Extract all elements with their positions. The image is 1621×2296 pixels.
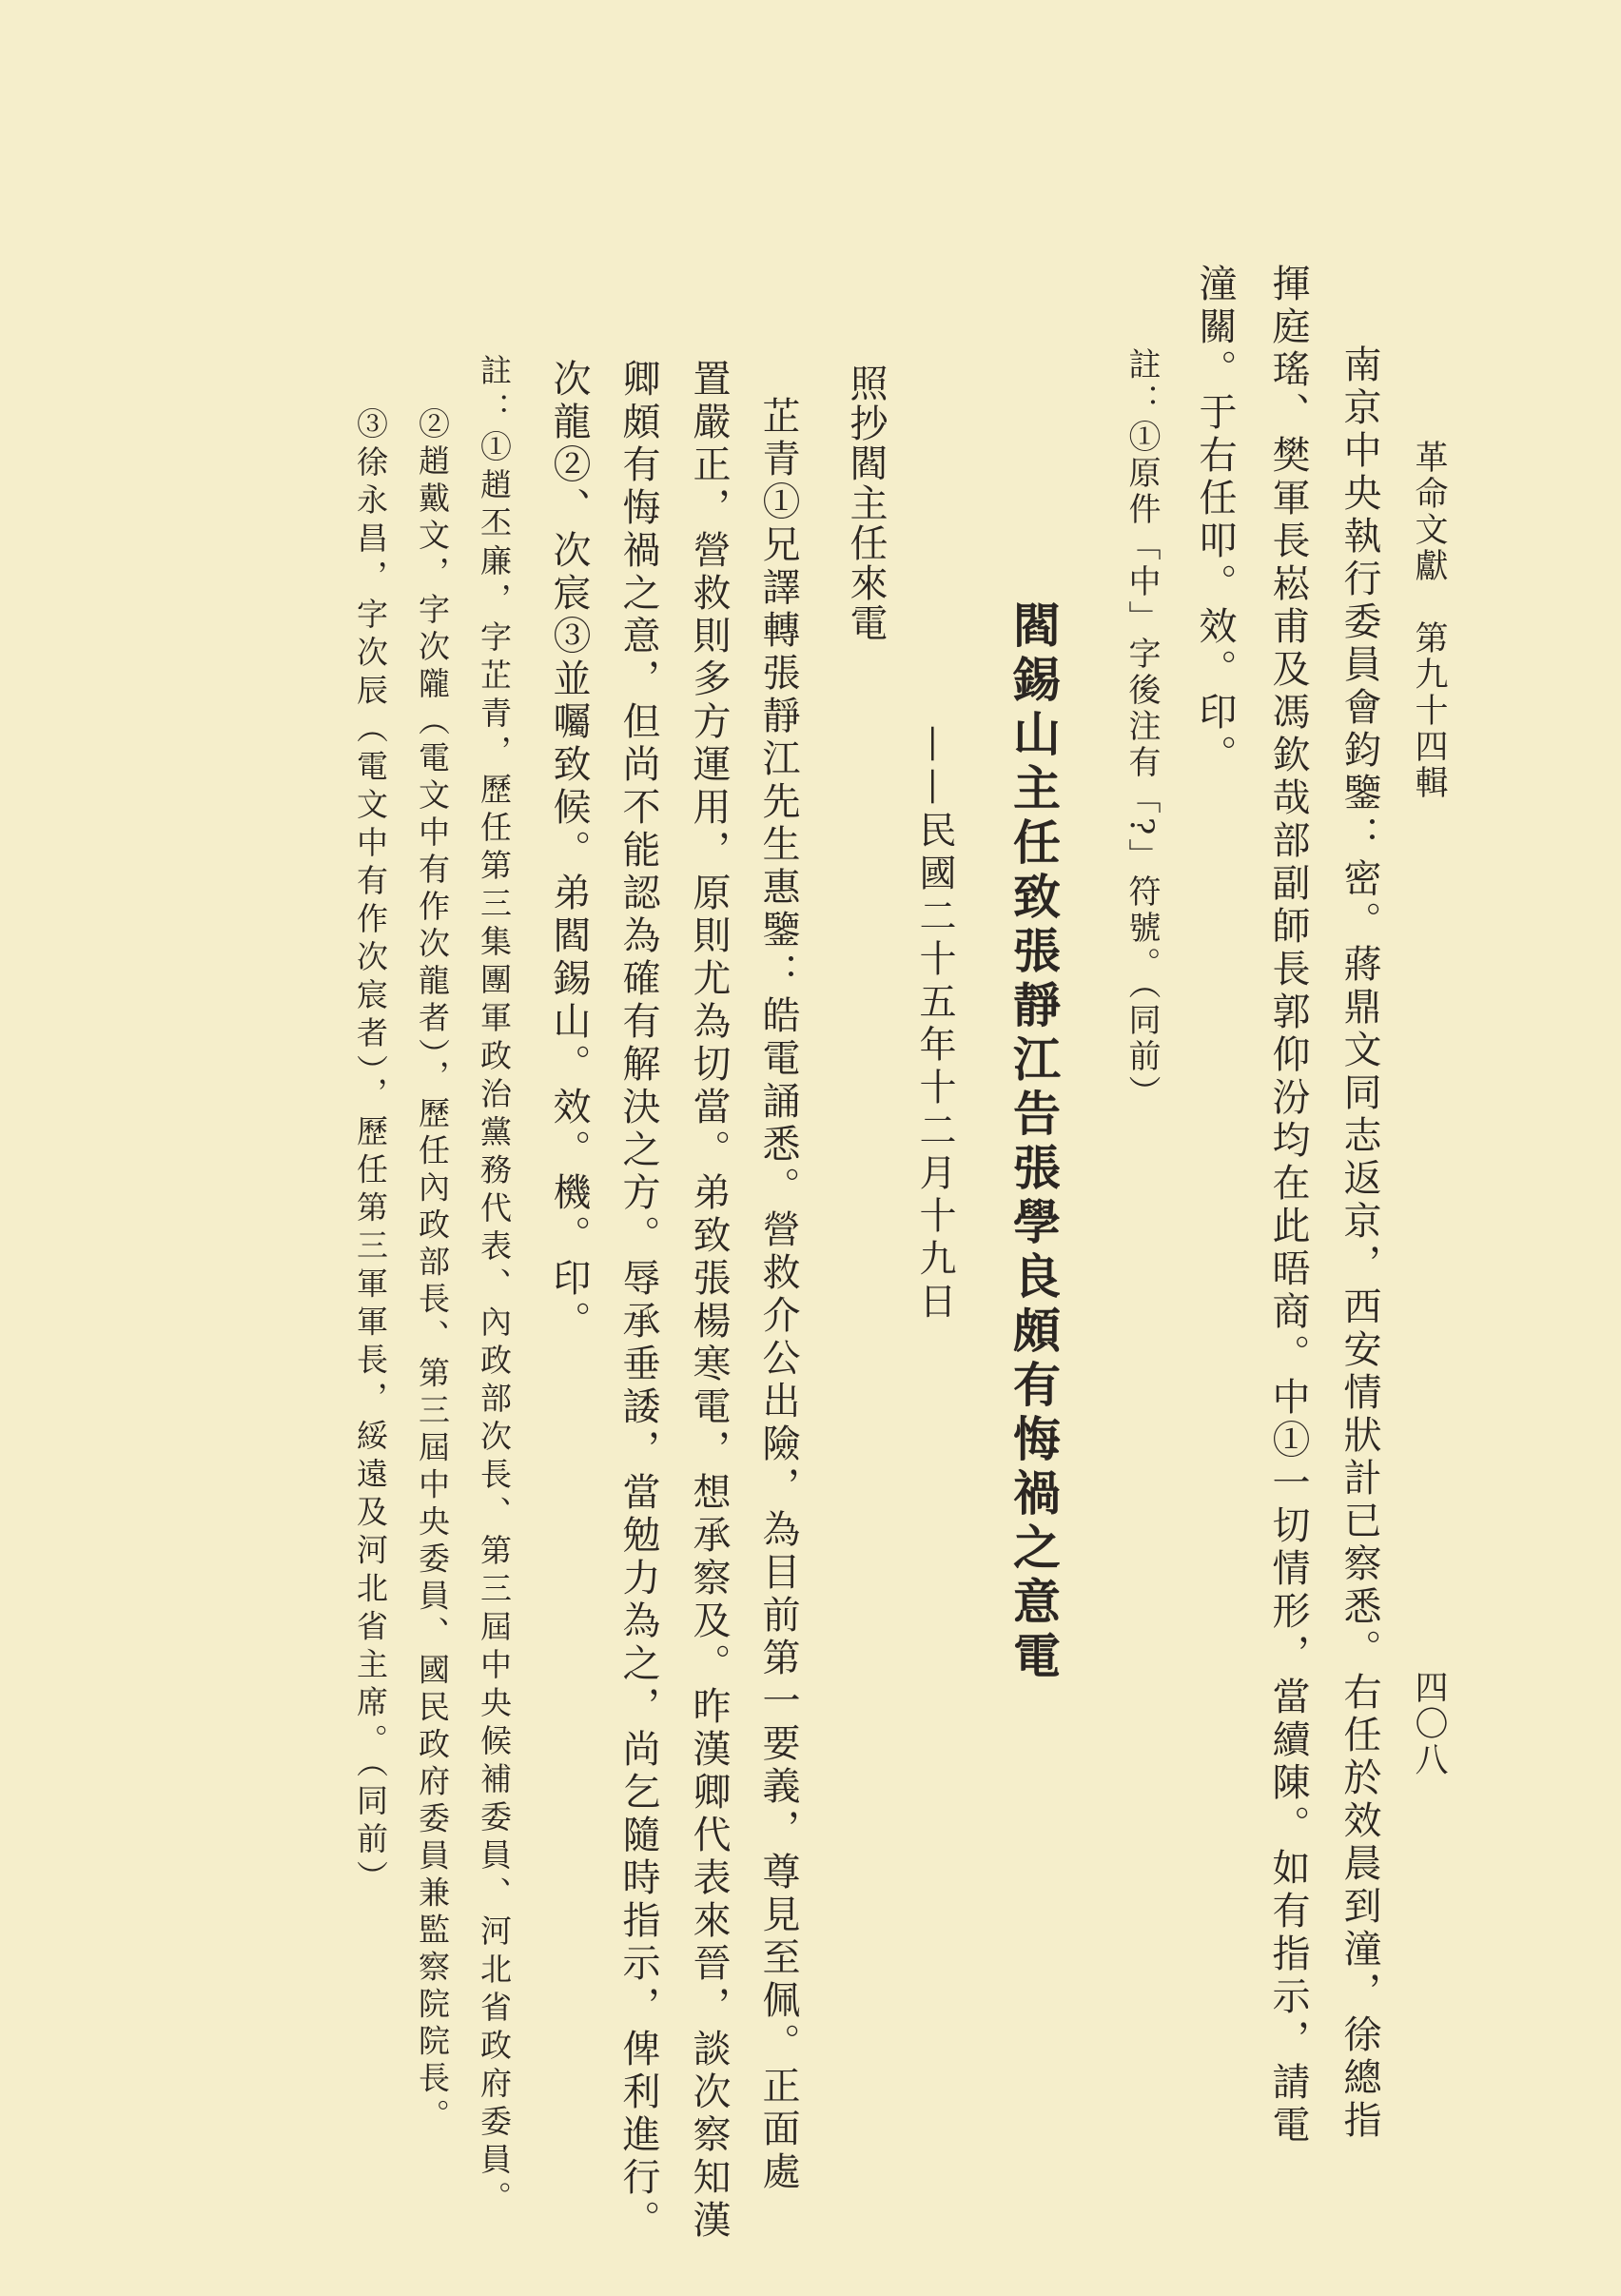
body-line-3: 卿頗有悔禍之意，但尚不能認為確有解決之方。辱承垂諉，當勉力為之，尚乞隨時指示，俾利進行。 [616,359,660,2243]
body-line-1: 芷青①兄譯轉張靜江先生惠鑒：皓電誦悉。營救介公出險，為目前第一要義，尊見至佩。正面處 [756,396,800,2194]
footnote: 註：①原件「中」字後注有「?」符號。（同前） [1123,347,1161,1112]
running-header: 革命文獻 第九十四輯 [1410,440,1448,801]
telegram-line-1: 南京中央執行委員會鈞鑒：密。蔣鼎文同志返京，西安情狀計已察悉。右任於效晨到潼，徐總指 [1338,344,1381,2143]
document-title: 閻錫山主任致張靜江告張學良頗有悔禍之意電 [1006,600,1062,1685]
telegram-line-2: 揮庭瑤、樊軍長崧甫及馮欽哉部副師長郭仰汾均在此晤商。中①一切情形，當續陳。如有指示，請電 [1266,264,1310,2148]
page-number: 四〇八 [1410,1670,1448,1778]
body-line-2: 置嚴正，營救則多方運用，原則尤為切當。弟致張楊寒電，想承察及。昨漢卿代表來晉，談次察知漢 [687,359,731,2243]
telegram-line-3: 潼關。于右任叩。效。印。 [1193,264,1237,777]
body-note-1: 註：①趙丕廉，字芷青，歷任第三集團軍政治黨務代表、內政部次長、第三屆中央候補委員、河北省政府委員。 [476,354,513,2219]
body-note-2: ②趙戴文，字次隴（電文中有作次龍者），歷任內政部長、第三屆中央委員、國民政府委員兼監察院院長。 [414,407,451,2136]
body-note-3: ③徐永昌，字次辰（電文中有作次宸者），歷任第三軍軍長，綏遠及河北省主席。（同前） [352,407,389,1898]
document-subtitle: 照抄閻主任來電 [844,363,888,643]
document-date: ——民國二十五年十二月十九日 [913,725,956,1325]
body-line-4: 次龍②、次宸③並囑致候。弟閻錫山。效。機。印。 [547,359,591,1344]
